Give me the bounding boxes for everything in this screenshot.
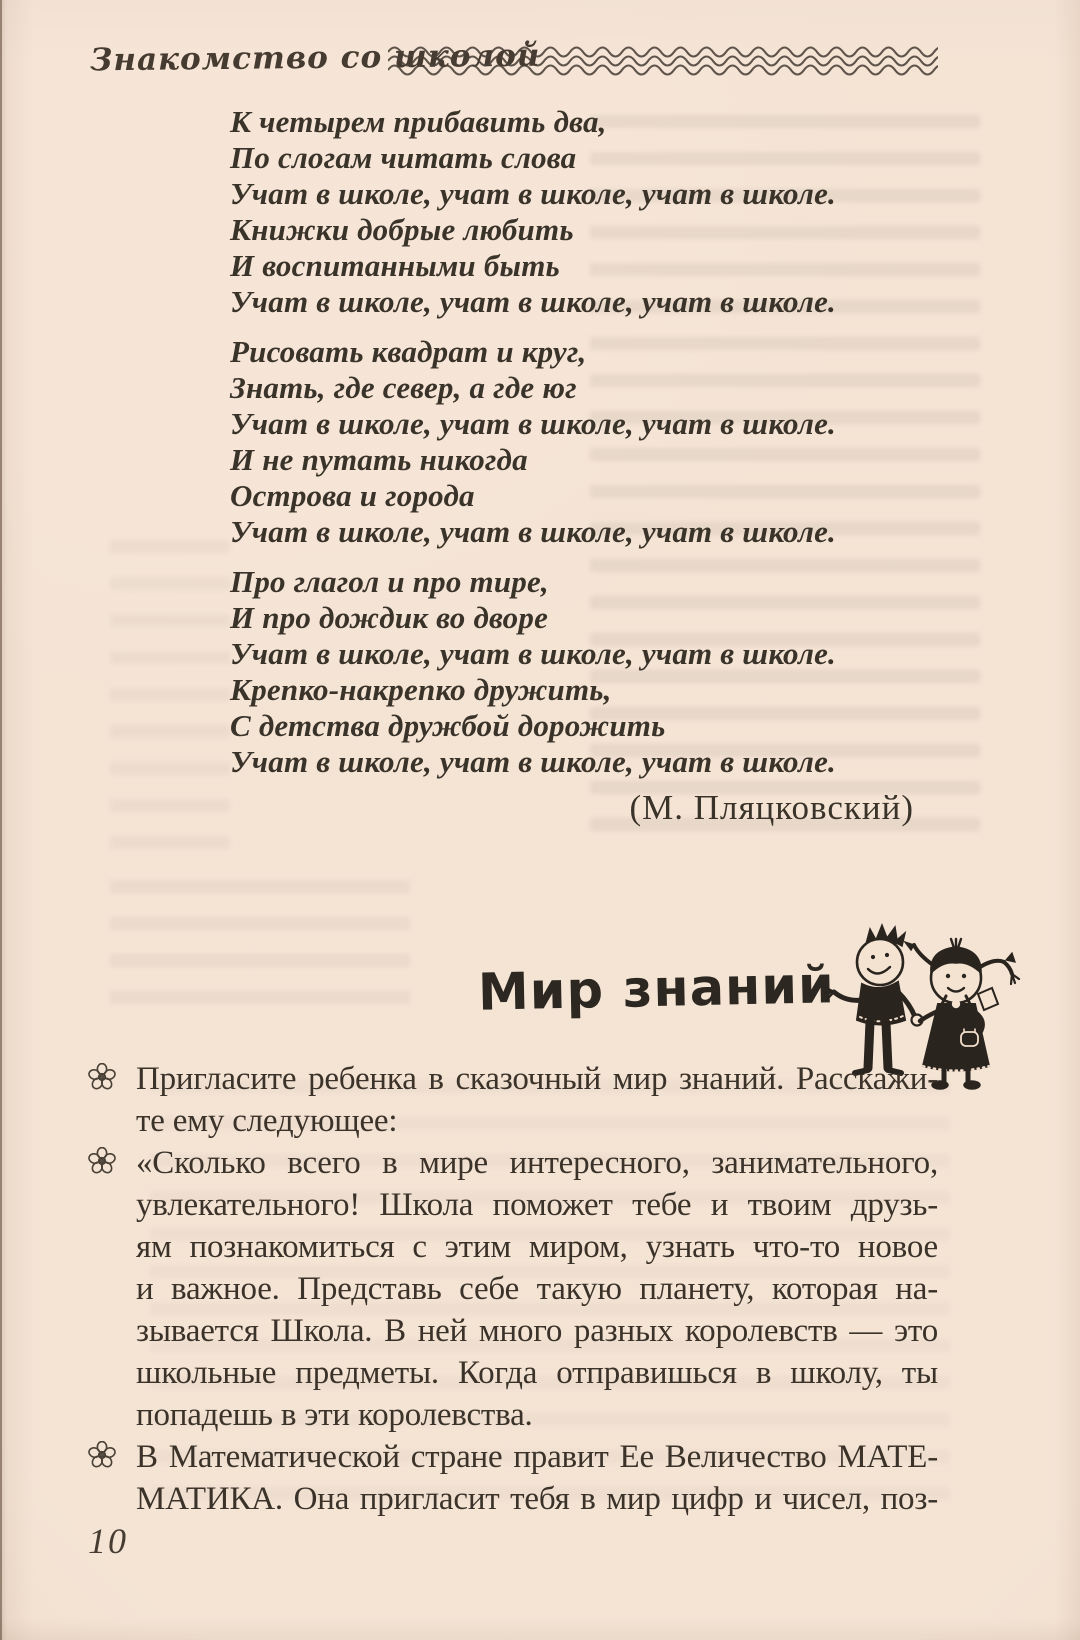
flower-icon — [88, 1441, 116, 1469]
wave-line — [388, 48, 938, 57]
poem-line: Учат в школе, учат в школе, учат в школе. — [230, 744, 836, 779]
running-head-title: Знакомство со школой — [89, 37, 541, 79]
bleed-through-artifact — [110, 880, 410, 1020]
advice-item — [88, 1058, 940, 1142]
advice-text — [136, 1058, 938, 1142]
poem-line: Рисовать квадрат и круг, — [230, 334, 587, 369]
poem-line: Учат в школе, учат в школе, учат в школе. — [230, 406, 836, 441]
poem-stanza — [230, 334, 836, 550]
text-line: увлекательного! Школа поможет тебе и твоим друзь- — [136, 1187, 938, 1223]
poem-line: Учат в школе, учат в школе, учат в школе. — [230, 636, 836, 671]
flower-bullet-icon — [88, 1063, 118, 1096]
page-number: 10 — [88, 1521, 128, 1561]
poem-attribution: (М. Пляцковский) — [629, 788, 914, 827]
poem-line: Про глагол и про тире, — [230, 564, 549, 599]
bleed-through-artifact — [110, 540, 230, 860]
flower-bullet-icon — [88, 1441, 118, 1474]
poem-line: К четырем прибавить два, — [230, 104, 607, 139]
text-line: ям познакомиться с этим миром, узнать что-то новое — [136, 1229, 938, 1265]
poem-line: Учат в школе, учат в школе, учат в школе. — [230, 284, 836, 319]
section-heading: Мир знаний — [477, 956, 836, 1023]
text-line: те ему следующее: — [136, 1103, 398, 1139]
advice-list — [88, 1058, 940, 1520]
text-line: школьные предметы. Когда отправишься в школу, ты — [136, 1355, 938, 1391]
wave-line — [388, 57, 938, 66]
poem-line: Учат в школе, учат в школе, учат в школе. — [230, 176, 836, 211]
poem-stanza — [230, 104, 836, 320]
advice-text — [136, 1436, 938, 1520]
poem-line: И воспитанными быть — [230, 248, 560, 283]
wave-line — [388, 66, 938, 75]
poem-line: Учат в школе, учат в школе, учат в школе. — [230, 514, 836, 549]
text-line: и важное. Представь себе такую планету, которая на- — [136, 1271, 938, 1307]
poem-line: И про дождик во дворе — [230, 600, 549, 635]
poem-stanza — [230, 564, 836, 780]
text-line: попадешь в эти королевства. — [136, 1397, 533, 1433]
advice-item — [88, 1436, 940, 1520]
poem-line: Знать, где север, а где юг — [230, 370, 577, 405]
poem-line: Книжки добрые любить — [230, 212, 574, 247]
poem-line: По слогам читать слова — [230, 140, 577, 175]
advice-item — [88, 1142, 940, 1436]
flower-bullet-icon — [88, 1147, 118, 1180]
poem-line: Крепко-накрепко дружить, — [230, 672, 612, 707]
wavy-divider-icon — [388, 46, 938, 78]
scan-edge-shadow — [0, 0, 2, 1640]
poem-line: С детства дружбой дорожить — [230, 708, 666, 743]
text-line: зывается Школа. В ней много разных королевств — это — [136, 1313, 938, 1349]
text-line: «Сколько всего в мире интересного, занимательного, — [136, 1145, 938, 1181]
poem-line: И не путать никогда — [230, 442, 528, 477]
advice-text — [136, 1142, 938, 1436]
poem-block — [230, 104, 836, 794]
text-line: В Математической стране правит Ее Величество МАТЕ- — [136, 1439, 938, 1475]
poem-line: Острова и города — [230, 478, 475, 513]
flower-icon — [88, 1063, 116, 1091]
text-line: Пригласите ребенка в сказочный мир знаний. Расскажи- — [136, 1061, 938, 1097]
text-line: МАТИКА. Она пригласит тебя в мир цифр и чисел, поз- — [136, 1481, 938, 1517]
flower-icon — [88, 1147, 116, 1175]
